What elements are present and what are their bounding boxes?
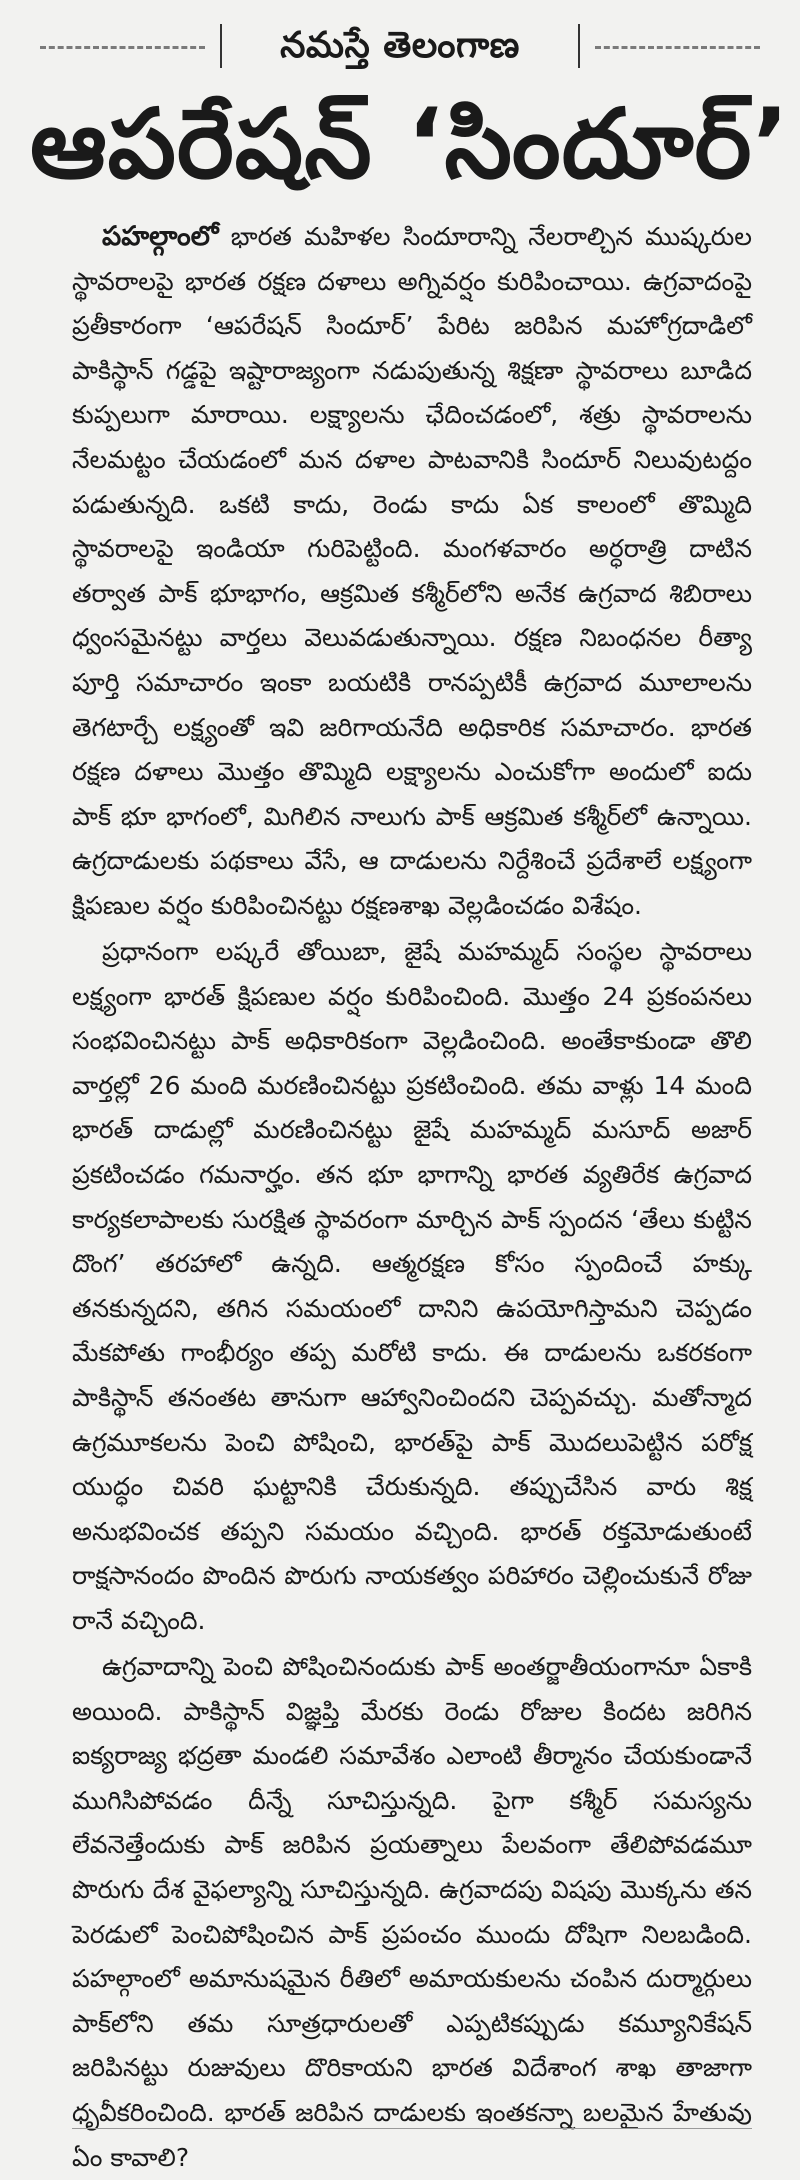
newspaper-name: నమస్తే తెలంగాణ (280, 25, 520, 66)
masthead (40, 18, 760, 74)
masthead-dashed-rule-left (40, 46, 205, 49)
article-paragraph-3: ఉగ్రవాదాన్ని పెంచి పోషించినందుకు పాక్ అంతర్జాతీయంగానూ ఏకాకి అయింది. పాకిస్థాన్ విజ్ఞప్తి మేరకు రెండు రోజుల కిందట జరిగిన ఐక్యరాజ్య భద్రతా మండలి సమావేశం ఎలాంటి తీర్మానం చేయకుండానే ముగిసిపోవడం దీన్నే సూచిస్తున్నది. పైగా కశ్మీర్ సమస్యను లేవనెత్తేందుకు పాక్ జరిపిన ప్రయత్నాలు పేలవంగా తేలిపోవడమూ పొరుగు దేశ వైఫల్యాన్ని సూచిస్తున్నది. ఉగ్రవాదపు విషపు మొక్కను తన పెరడులో పెంచిపోషించిన పాక్ ప్రపంచం ముందు దోషిగా నిలబడింది. పహల్గాంలో అమానుషమైన రీతిలో అమాయకులను చంపిన దుర్మార్గులు పాక్‌లోని తమ సూత్రధారులతో ఎప్పటికప్పుడు కమ్యూనికేషన్ జరిపినట్టు రుజువులు దొరికాయని భారత విదేశాంగ శాఖ తాజాగా ధృవీకరించింది. భారత్ జరిపిన దాడులకు ఇంతకన్నా బలమైన హేతువు ఏం కావాలి? (72, 1652, 752, 2172)
masthead-dashed-rule-right (595, 46, 760, 49)
article-paragraph-2: ప్రధానంగా లష్కరే తోయిబా, జైషే మహమ్మద్ సంస్థల స్థావరాలు లక్ష్యంగా భారత్ క్షిపణుల వర్షం కురిపించింది. మొత్తం 24 ప్రకంపనలు సంభవించినట్టు పాక్ అధికారికంగా వెల్లడించింది. అంతేకాకుండా తొలి వార్తల్లో 26 మంది మరణించినట్టు ప్రకటించింది. తమ వాళ్లు 14 మంది భారత్ దాడుల్లో మరణించినట్టు జైషే మహమ్మద్ మసూద్ అజార్ ప్రకటించడం గమనార్హం. తన భూ భాగాన్ని భారత వ్యతిరేక ఉగ్రవాద కార్యకలాపాలకు సురక్షిత స్థావరంగా మార్చిన పాక్ స్పందన ‘తేలు కుట్టిన దొంగ’ తరహాలో ఉన్నది. ఆత్మరక్షణ కోసం స్పందించే హక్కు తనకున్నదని, తగిన సమయంలో దానిని ఉపయోగిస్తామని చెప్పడం మేకపోతు గాంభీర్యం తప్ప మరోటి కాదు. ఈ దాడులను ఒకరకంగా పాకిస్థాన్ తనంతట తానుగా ఆహ్వానించిందని చెప్పవచ్చు. మతోన్మాద ఉగ్రమూకలను పెంచి పోషించి, భారత్‌పై పాక్ మొదలుపెట్టిన పరోక్ష యుద్ధం చివరి ఘట్టానికి చేరుకున్నది. తప్పుచేసిన వారు శిక్ష అనుభవించక తప్పని సమయం వచ్చింది. భారత్ రక్తమోడుతుంటే రాక్షసానందం పొందిన పొరుగు నాయకత్వం పరిహారం చెల్లించుకునే రోజు రానే వచ్చింది. (72, 937, 752, 1635)
article-paragraph-1 (72, 215, 752, 929)
masthead-bar-right (578, 24, 580, 68)
bottom-rule (72, 2128, 752, 2129)
lead-word: పహల్గాంలో (102, 221, 219, 252)
masthead-bar-left (220, 24, 222, 68)
paragraph-1-text: భారత మహిళల సిందూరాన్ని నేలరాల్చిన ముష్కరుల స్థావరాలపై భారత రక్షణ దళాలు అగ్నివర్షం కురిపించాయి. ఉగ్రవాదంపై ప్రతీకారంగా ‘ఆపరేషన్ సిందూర్’ పేరిట జరిపిన మహోగ్రదాడిలో పాకిస్థాన్ గడ్డపై ఇష్టారాజ్యంగా నడుపుతున్న శిక్షణా స్థావరాలు బూడిద కుప్పలుగా మారాయి. లక్ష్యాలను ఛేదించడంలో, శత్రు స్థావరాలను నేలమట్టం చేయడంలో మన దళాల పాటవానికి సిందూర్ నిలువుటద్దం పడుతున్నది. ఒకటి కాదు, రెండు కాదు ఏక కాలంలో తొమ్మిది స్థావరాలపై ఇండియా గురిపెట్టింది. మంగళవారం అర్ధరాత్రి దాటిన తర్వాత పాక్ భూభాగం, ఆక్రమిత కశ్మీర్‌లోని అనేక ఉగ్రవాద శిబిరాలు ధ్వంసమైనట్టు వార్తలు వెలువడుతున్నాయి. రక్షణ నిబంధనల రీత్యా పూర్తి సమాచారం ఇంకా బయటికి రానప్పటికీ ఉగ్రవాద మూలాలను తెగటార్చే లక్ష్యంతో ఇవి జరిగాయనేది అధికారిక సమాచారం. భారత రక్షణ దళాలు మొత్తం తొమ్మిది లక్ష్యాలను ఎంచుకోగా అందులో ఐదు పాక్ భూ భాగంలో, మిగిలిన నాలుగు పాక్ ఆక్రమిత కశ్మీర్‌లో ఉన్నాయి. ఉగ్రదాడులకు పథకాలు వేసే, ఆ దాడులను నిర్దేశించే ప్రదేశాలే లక్ష్యంగా క్షిపణుల వర్షం కురిపించినట్టు రక్షణశాఖ వెల్లడించడం విశేషం. (72, 222, 752, 920)
editorial-headline: ఆపరేషన్ ‘సిందూర్’ (30, 88, 790, 200)
